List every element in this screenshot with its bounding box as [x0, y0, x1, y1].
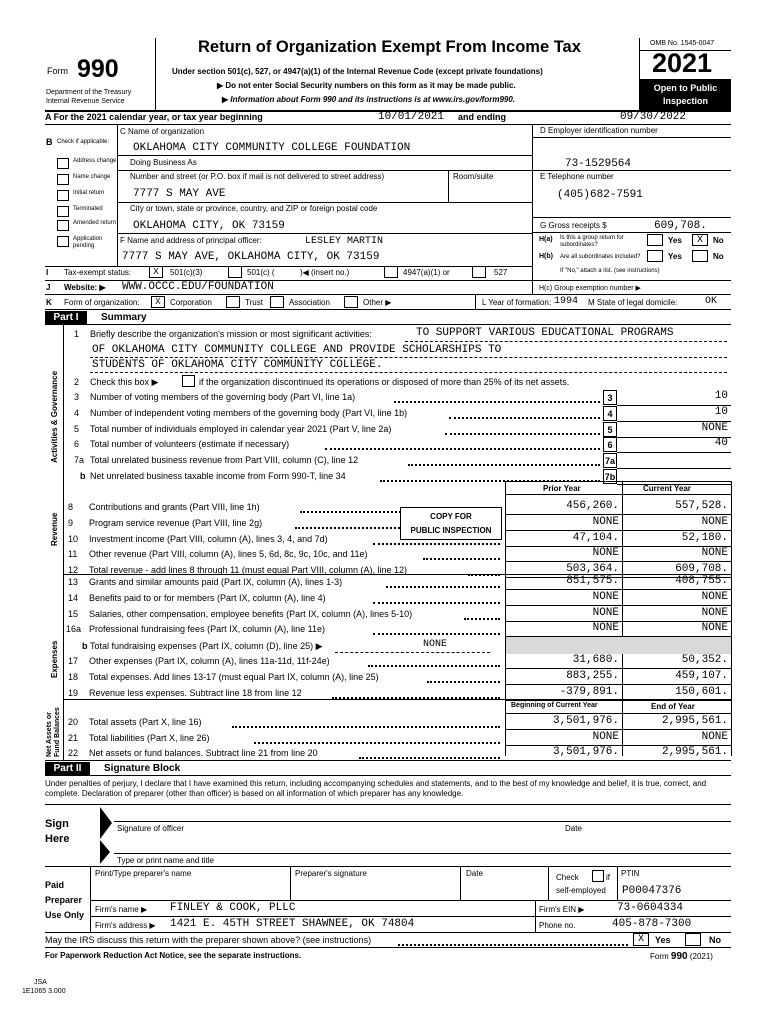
line2-text: Check this box ▶ — [90, 377, 159, 387]
omb-number: OMB No. 1545-0047 — [650, 40, 715, 47]
sign-label: Sign — [45, 818, 69, 830]
net-line-num: 21 — [68, 732, 79, 743]
col-end-year: End of Year — [651, 702, 695, 711]
net-line-prior: 3,501,976. — [552, 746, 619, 758]
ha-text: Is this a group return for subordinates? — [560, 235, 624, 248]
527-label: 527 — [494, 268, 508, 277]
revenue-line-leader — [423, 558, 500, 560]
gov-line-leader — [325, 448, 600, 450]
label-name-change: Name change — [73, 174, 111, 180]
gov-line-num: 4 — [74, 407, 80, 418]
warning-ssn: ▶ Do not enter Social Security numbers on this form as it may be made public. — [217, 81, 516, 90]
side-expenses: Expenses — [50, 640, 59, 678]
trust-label: Trust — [245, 298, 263, 307]
form-of-org-label: Form of organization: — [64, 298, 140, 307]
discuss-no-label: No — [709, 935, 721, 945]
signature-officer-label: Signature of officer — [117, 824, 185, 833]
expense-line-prior: 883,255. — [566, 669, 619, 682]
firm-phone: 405-878-7300 — [612, 918, 692, 930]
revenue-line-num: 8 — [68, 502, 74, 512]
line-i-label: I — [46, 268, 49, 277]
paid-label: Paid — [45, 880, 65, 890]
phone-value: (405)682-7591 — [557, 189, 643, 201]
gov-line-box: 7a — [603, 453, 617, 468]
net-line-leader — [359, 757, 500, 759]
gov-line-num: 3 — [74, 392, 80, 402]
ha-yes-label: Yes — [668, 236, 682, 245]
expense-line-text: Grants and similar amounts paid (Part IX, column (A), lines 1-3) — [89, 577, 343, 587]
hc-label: H(c) Group exemption number ▶ — [539, 285, 641, 292]
line1-num: 1 — [74, 329, 80, 339]
here-label: Here — [45, 833, 70, 845]
net-line-leader — [232, 726, 501, 728]
other-checkbox[interactable] — [344, 296, 358, 308]
line-j-label: J — [46, 283, 51, 292]
state-domicile-label: M State of legal domicile: — [588, 298, 678, 307]
sign-date-label: Date — [565, 824, 582, 833]
expense-line-leader — [427, 681, 500, 683]
preparer-name-label: Print/Type preparer's name — [95, 869, 192, 878]
revenue-line-prior: 47,104. — [572, 531, 619, 544]
discuss-yes-checkbox[interactable]: X — [633, 933, 649, 946]
net-line-num: 20 — [68, 717, 79, 727]
revenue-line-prior: 503,364. — [566, 563, 619, 576]
gov-line-num: 5 — [74, 423, 80, 434]
ptin-label: PTIN — [621, 869, 640, 878]
side-revenue: Revenue — [50, 512, 59, 546]
part1-tag: Part I — [45, 311, 87, 324]
501c-label: 501(c) ( — [247, 268, 275, 277]
revenue-line-num: 11 — [68, 549, 78, 560]
preparer-signature-label: Preparer's signature — [295, 869, 367, 878]
trust-checkbox[interactable] — [226, 296, 240, 308]
527-checkbox[interactable] — [472, 266, 486, 278]
discuss-yes-label: Yes — [655, 935, 671, 945]
501c3-label: 501(c)(3) — [170, 268, 203, 277]
association-label: Association — [289, 298, 330, 307]
tax-year-begin: 10/01/2021 — [378, 111, 445, 123]
and-ending-label: and ending — [458, 112, 506, 122]
gov-line-num: b — [80, 471, 86, 481]
revenue-line-current: 52,180. — [681, 531, 728, 544]
4947-checkbox[interactable] — [384, 266, 398, 278]
org-name: OKLAHOMA CITY COMMUNITY COLLEGE FOUNDATION — [133, 142, 411, 154]
sign-arrow-icon — [100, 807, 112, 839]
revenue-line-text: Total revenue - add lines 8 through 11 (must equal Part VIII, column (A), line 12) — [89, 565, 407, 576]
preparer-date-label: Date — [466, 869, 483, 878]
insert-no-label: )◀ (insert no.) — [300, 268, 350, 277]
expense-line-current: 50,352. — [681, 654, 728, 666]
expense-line-num: 19 — [68, 687, 79, 698]
tax-exempt-label: Tax-exempt status: — [64, 268, 132, 277]
ha-no-checkbox[interactable]: X — [692, 234, 708, 246]
expense-line-current: NONE — [701, 606, 728, 619]
part1-title: Summary — [101, 312, 147, 323]
gov-line-box: 5 — [603, 422, 617, 437]
line2-text2: if the organization discontinued its operations or disposed of more than 25% of its net assets. — [199, 377, 570, 387]
checkbox-initial-return[interactable] — [57, 190, 69, 201]
expense-line-current: 408,755. — [675, 575, 728, 587]
footer-code: 1E1065 3.000 — [22, 988, 66, 995]
line-a-label: A For the 2021 calendar year, or tax year beginning — [45, 112, 263, 122]
label-initial-return: Initial return — [73, 190, 105, 196]
org-name-label: C Name of organization — [120, 127, 205, 136]
expense-line-current: NONE — [701, 590, 728, 603]
paperwork-notice: For Paperwork Reduction Act Notice, see the separate instructions. — [45, 951, 302, 960]
expense-line-prior: 851,575. — [566, 575, 619, 587]
label-amended-return: Amended return — [73, 220, 117, 226]
copy-public-inspection-stamp: COPY FOR PUBLIC INSPECTION — [400, 507, 502, 540]
part2-tag: Part II — [45, 762, 90, 775]
gov-line-rule — [617, 452, 731, 453]
mission-line-1: TO SUPPORT VARIOUS EDUCATIONAL PROGRAMS — [416, 327, 674, 339]
expense-divider — [63, 699, 505, 700]
firm-address-label: Firm's address ▶ — [95, 921, 156, 930]
hb-yes-label: Yes — [668, 252, 682, 261]
city-label: City or town, state or province, country, and ZIP or foreign postal code — [130, 204, 378, 213]
revenue-line-text: Investment income (Part VIII, column (A), lines 3, 4, and 7d) — [89, 533, 328, 544]
revenue-line-prior: NONE — [592, 547, 619, 560]
hb-note: If "No," attach a list. (see instructions) — [560, 268, 660, 274]
expense-line-leader — [464, 618, 500, 620]
form-title: Return of Organization Exempt From Income Tax — [198, 38, 581, 56]
type-name-label: Type or print name and title — [117, 856, 214, 865]
gov-line-num: 7a — [74, 455, 85, 466]
net-line-prior: 3,501,976. — [552, 715, 619, 727]
revenue-line-num: 10 — [68, 533, 79, 544]
expense-line-leader — [386, 586, 500, 588]
expense-line-leader — [368, 665, 500, 667]
checkbox-amended-return[interactable] — [57, 220, 69, 231]
dba-label: Doing Business As — [130, 158, 197, 167]
discontinued-checkbox[interactable] — [182, 375, 195, 387]
label-terminated: Terminated — [73, 206, 103, 212]
corporation-label: Corporation — [170, 298, 212, 307]
penalty-statement: Under penalties of perjury, I declare that I have examined this return, including accompanying schedules and statements, and to the best of my knowledge and belief, it is true, correct, and complete. Declaration of preparer (other than officer) is based on all information of which preparer has any knowledge. — [45, 779, 707, 798]
revenue-line-current: 557,528. — [675, 500, 728, 512]
checkbox-terminated[interactable] — [57, 206, 69, 217]
org-city: OKLAHOMA CITY, OK 73159 — [133, 220, 285, 232]
print-arrow-icon — [100, 840, 110, 864]
expense-line-text: Total expenses. Add lines 13-17 (must equal Part IX, column (A), line 25) — [89, 671, 379, 682]
officer-address: 7777 S MAY AVE, OKLAHOMA CITY, OK 73159 — [122, 251, 380, 263]
self-employed-label: self-employed — [556, 886, 606, 895]
firm-ein: 73-0604334 — [617, 902, 684, 914]
firm-phone-label: Phone no. — [539, 921, 576, 930]
expense-line-num: 13 — [68, 577, 79, 587]
expense-line-num: 16a — [66, 624, 82, 635]
discuss-no-checkbox[interactable] — [685, 933, 701, 946]
revenue-line-text: Other revenue (Part VIII, column (A), lines 5, 6d, 8c, 9c, 10c, and 11e) — [89, 549, 368, 560]
net-line-current: 2,995,561. — [661, 746, 728, 758]
gov-line-leader — [394, 401, 600, 403]
expense-line-num: 18 — [68, 671, 79, 682]
ein-label: D Employer identification number — [540, 126, 658, 135]
firm-address: 1421 E. 45TH STREET SHAWNEE, OK 74804 — [170, 918, 415, 930]
revenue-line-num: 9 — [68, 517, 74, 528]
hb-no-label: No — [713, 252, 724, 261]
check-label: Check — [556, 873, 579, 882]
firm-ein-label: Firm's EIN ▶ — [539, 905, 585, 914]
expense-line-prior: NONE — [592, 590, 619, 603]
line1-text: Briefly describe the organization's mission or most significant activities: — [90, 329, 372, 339]
gov-line-text: Net unrelated business taxable income from Form 990-T, line 34 — [90, 471, 346, 481]
gov-line-leader — [445, 433, 600, 435]
revenue-line-current: NONE — [701, 547, 728, 560]
hb-no-checkbox[interactable] — [692, 250, 708, 262]
form-subtitle: Under section 501(c), 527, or 4947(a)(1) of the Internal Revenue Code (except private foundations) — [172, 67, 543, 76]
expense-line-prior: -379,891. — [559, 685, 619, 698]
501c-checkbox[interactable] — [228, 266, 242, 278]
dept-label: Department of the Treasury — [46, 89, 132, 96]
line16b-num: b — [82, 641, 88, 651]
col-current-year: Current Year — [643, 484, 691, 493]
footer-jsa: JSA — [34, 979, 47, 986]
website-value: WWW.OCCC.EDU/FOUNDATION — [122, 281, 274, 293]
part2-title: Signature Block — [104, 763, 181, 774]
ein-value: 73-1529564 — [565, 158, 632, 170]
revenue-line-current: NONE — [701, 515, 728, 528]
gov-line-text: Number of voting members of the governing body (Part VI, line 1a) — [90, 392, 356, 402]
state-domicile-value: OK — [705, 296, 718, 307]
form-label: Form — [47, 66, 68, 76]
expense-line-num: 14 — [68, 592, 79, 603]
gov-line-rule — [617, 468, 731, 469]
warning-info: ▶ Information about Form 990 and its instructions is at www.irs.gov/form990. — [222, 95, 516, 104]
checkbox-application-pending[interactable] — [57, 236, 69, 247]
form-number: 990 — [77, 55, 119, 83]
gov-line-value: 10 — [714, 390, 728, 402]
expense-line-current: 459,107. — [675, 669, 728, 682]
side-net-assets: Net Assets or Fund Balances — [46, 707, 61, 757]
corporation-checkbox[interactable]: X — [151, 296, 165, 308]
gov-line-text: Total number of volunteers (estimate if necessary) — [90, 439, 290, 450]
checkbox-name-change[interactable] — [57, 174, 69, 185]
revenue-line-current: 609,708. — [675, 563, 728, 576]
org-street: 7777 S MAY AVE — [133, 188, 226, 200]
gov-line-box: 7b — [603, 469, 617, 484]
gov-line-box: 3 — [603, 390, 617, 405]
ptin-value: P00047376 — [622, 885, 682, 897]
hb-yes-checkbox[interactable] — [647, 250, 663, 262]
501c3-checkbox[interactable]: X — [149, 266, 163, 278]
officer-name: LESLEY MARTIN — [305, 236, 384, 247]
expense-line-text: Salaries, other compensation, employee benefits (Part IX, column (A), lines 5-10) — [89, 608, 413, 619]
col-beginning-year: Beginning of Current Year — [511, 702, 598, 709]
gov-line-leader — [408, 464, 600, 466]
gov-line-text: Number of independent voting members of the governing body (Part VI, line 1b) — [90, 407, 408, 418]
net-line-text: Total assets (Part X, line 16) — [89, 717, 202, 727]
line16b-value: NONE — [423, 639, 448, 650]
firm-name-label: Firm's name ▶ — [95, 905, 148, 914]
expense-line-leader — [373, 602, 500, 604]
gov-line-leader — [449, 417, 600, 419]
revenue-line-prior: 456,260. — [566, 500, 619, 512]
net-line-current: 2,995,561. — [661, 715, 728, 727]
expense-line-text: Other expenses (Part IX, column (A), lines 11a-11d, 11f-24e) — [89, 656, 330, 666]
line-k-label: K — [46, 298, 52, 307]
association-checkbox[interactable] — [270, 296, 284, 308]
expense-line-prior: NONE — [592, 606, 619, 619]
ha-yes-checkbox[interactable] — [647, 234, 663, 246]
revenue-line-leader — [373, 543, 500, 545]
tax-year: 2021 — [652, 48, 713, 78]
4947-label: 4947(a)(1) or — [403, 268, 450, 277]
gov-line-box: 4 — [603, 406, 617, 421]
other-label: Other ▶ — [363, 298, 392, 307]
gov-line-value: NONE — [701, 421, 728, 434]
hb-text: Are all subordinates included? — [560, 254, 641, 260]
expense-line-prior: 31,680. — [572, 654, 619, 666]
mission-line-2: OF OKLAHOMA CITY COMMUNITY COLLEGE AND PROVIDE SCHOLARSHIPS TO — [92, 344, 502, 356]
label-application-pending: Application pending — [73, 236, 103, 249]
preparer-label: Preparer — [45, 895, 83, 905]
ha-no-label: No — [713, 236, 724, 245]
expense-line-num: 15 — [68, 608, 79, 619]
expense-line-current: 150,601. — [675, 685, 728, 698]
open-to-public-badge: Open to Public Inspection — [640, 79, 731, 110]
gov-line-value: 40 — [714, 437, 728, 450]
net-line-num: 22 — [68, 748, 79, 758]
section-b-label: B — [46, 137, 53, 147]
footer-form: Form 990 (2021) — [650, 951, 713, 962]
ha-label: H(a) — [539, 236, 553, 243]
use-only-label: Use Only — [45, 910, 85, 920]
website-label: Website: ▶ — [64, 283, 106, 292]
revenue-line-text: Contributions and grants (Part VIII, line 1h) — [89, 502, 260, 512]
self-employed-checkbox[interactable] — [592, 870, 604, 882]
discuss-question: May the IRS discuss this return with the preparer shown above? (see instructions) — [45, 935, 372, 945]
officer-label: F Name and address of principal officer: — [120, 236, 262, 245]
if-label: if — [606, 873, 610, 882]
expense-line-prior: NONE — [592, 622, 619, 635]
expense-line-text: Revenue less expenses. Subtract line 18 from line 12 — [89, 687, 302, 698]
revenue-line-prior: NONE — [592, 515, 619, 528]
gross-receipts-label: G Gross receipts $ — [540, 221, 607, 230]
gov-line-value: 10 — [714, 405, 728, 418]
expense-line-current: NONE — [701, 622, 728, 635]
year-formation-value: 1994 — [554, 296, 579, 307]
year-formation-label: L Year of formation: — [482, 298, 552, 307]
mission-line-3: STUDENTS OF OKLAHOMA CITY COMMUNITY COLLEGE. — [92, 359, 383, 371]
gov-line-box: 6 — [603, 437, 617, 452]
col-prior-year: Prior Year — [543, 484, 581, 493]
firm-name: FINLEY & COOK, PLLC — [170, 902, 296, 914]
gov-line-num: 6 — [74, 439, 80, 450]
expense-line-text: Professional fundraising fees (Part IX, column (A), line 11e) — [89, 624, 325, 635]
gross-receipts-value: 609,708. — [654, 220, 707, 232]
expense-line-num: 17 — [68, 656, 79, 666]
line16b-text: Total fundraising expenses (Part IX, column (D), line 25) ▶ — [90, 641, 323, 651]
net-line-leader — [254, 742, 500, 744]
net-line-current: NONE — [701, 730, 728, 743]
revenue-line-text: Program service revenue (Part VIII, line 2g) — [89, 517, 263, 528]
net-line-prior: NONE — [592, 730, 619, 743]
expense-line-leader — [373, 633, 500, 635]
phone-label: E Telephone number — [540, 172, 614, 181]
label-address-change: Address change — [73, 158, 117, 164]
expense-line-text: Benefits paid to or for members (Part IX, column (A), line 4) — [89, 592, 326, 603]
room-suite-label: Room/suite — [453, 172, 494, 181]
net-line-text: Total liabilities (Part X, line 26) — [89, 732, 210, 743]
gov-line-text: Total number of individuals employed in calendar year 2021 (Part V, line 2a) — [90, 423, 392, 434]
check-applicable-label: Check if applicable: — [57, 139, 110, 145]
gov-line-text: Total unrelated business revenue from Part VIII, column (C), line 12 — [90, 455, 359, 466]
hb-label: H(b) — [539, 253, 553, 260]
side-activities-governance: Activities & Governance — [50, 370, 59, 463]
tax-year-end: 09/30/2022 — [620, 111, 687, 123]
checkbox-address-change[interactable] — [57, 158, 69, 169]
line2-num: 2 — [74, 377, 80, 387]
street-label: Number and street (or P.O. box if mail is not delivered to street address) — [130, 172, 385, 181]
revenue-line-num: 12 — [68, 565, 79, 576]
net-line-text: Net assets or fund balances. Subtract line 21 from line 20 — [89, 748, 318, 758]
irs-label: Internal Revenue Service — [46, 98, 125, 105]
